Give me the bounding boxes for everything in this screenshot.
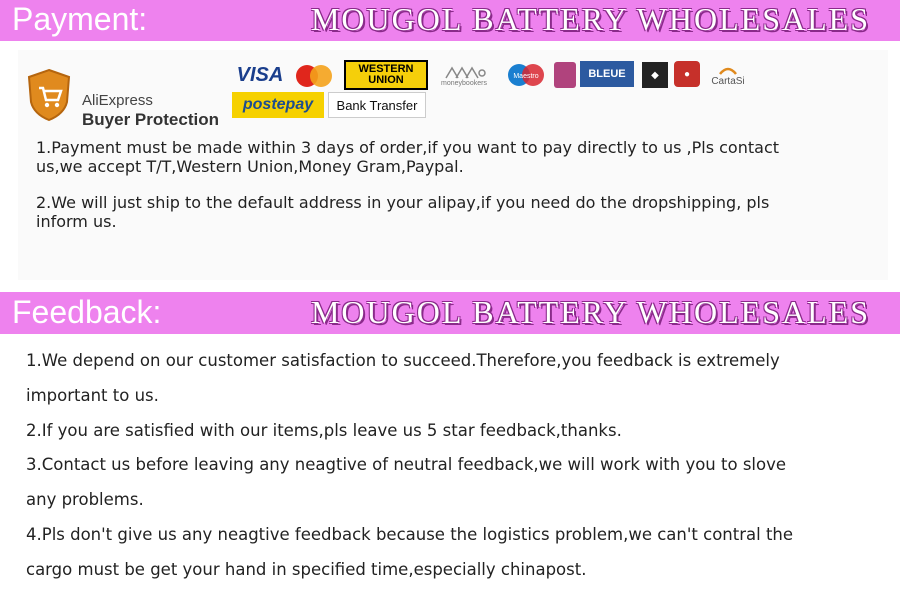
bank-transfer-logo: Bank Transfer: [328, 92, 426, 118]
payment-heading: Payment:: [12, 1, 148, 37]
payment-note-1: 1.Payment must be made within 3 days of order,if you want to pay directly to us ,Pls contact us,we accept T/T,Western Union,Money Gram,Paypal.: [36, 138, 780, 176]
payment-note-2: 2.We will just ship to the default address in your alipay,if you need do the dropshipping, pls inform us.: [36, 193, 770, 231]
moneybookers-icon: [442, 66, 486, 80]
cartasi-label: CartaSi: [711, 75, 745, 87]
feedback-line: 2.If you are satisfied with our items,pls leave us 5 star feedback,thanks.: [26, 420, 622, 440]
card-logo-icon: [554, 62, 576, 88]
western-union-line-2: UNION: [368, 74, 404, 86]
protection-line-1: AliExpress: [82, 92, 153, 109]
western-union-logo: [344, 60, 428, 90]
maestro-label: Maestro: [513, 73, 539, 80]
moneybookers-logo: [434, 62, 494, 90]
postepay-logo: postepay: [232, 92, 324, 118]
feedback-line: cargo must be get your hand in specified time,especially chinapost.: [26, 559, 587, 579]
payment-panel: [18, 50, 888, 280]
feedback-list: [26, 344, 876, 588]
shield-cart-icon: [26, 68, 72, 122]
cartasi-icon: [718, 64, 738, 76]
cartasi-logo: [704, 60, 752, 90]
card-brand-icon: ●: [674, 61, 700, 87]
maestro-icon: [502, 62, 550, 88]
western-union-line-1: WESTERN: [358, 63, 414, 75]
protection-line-2: Buyer Protection: [82, 110, 219, 129]
feedback-line: important to us.: [26, 385, 159, 405]
brand-title: MOUGOL BATTERY WHOLESALES: [310, 294, 870, 330]
feedback-heading: Feedback:: [12, 294, 162, 330]
feedback-line: 3.Contact us before leaving any neagtive of neutral feedback,we will work with you to slove: [26, 455, 787, 475]
moneybookers-label: moneybookers: [441, 79, 487, 87]
buyer-protection-badge: [26, 68, 226, 132]
feedback-banner: [0, 292, 900, 334]
card-scheme-icon: ◆: [642, 62, 668, 88]
feedback-line: 1.We depend on our customer satisfaction to succeed.Therefore,you feedback is extremely: [26, 351, 780, 370]
feedback-line: 4.Pls don't give us any neagtive feedback because the logistics problem,we can't contral the: [26, 524, 794, 544]
visa-logo: VISA: [236, 63, 284, 86]
carte-bleue-logo: BLEUE: [580, 61, 634, 87]
mastercard-icon: [290, 63, 338, 89]
brand-title: MOUGOL BATTERY WHOLESALES: [310, 1, 870, 37]
payment-banner: [0, 0, 900, 41]
feedback-line: any problems.: [26, 490, 144, 510]
